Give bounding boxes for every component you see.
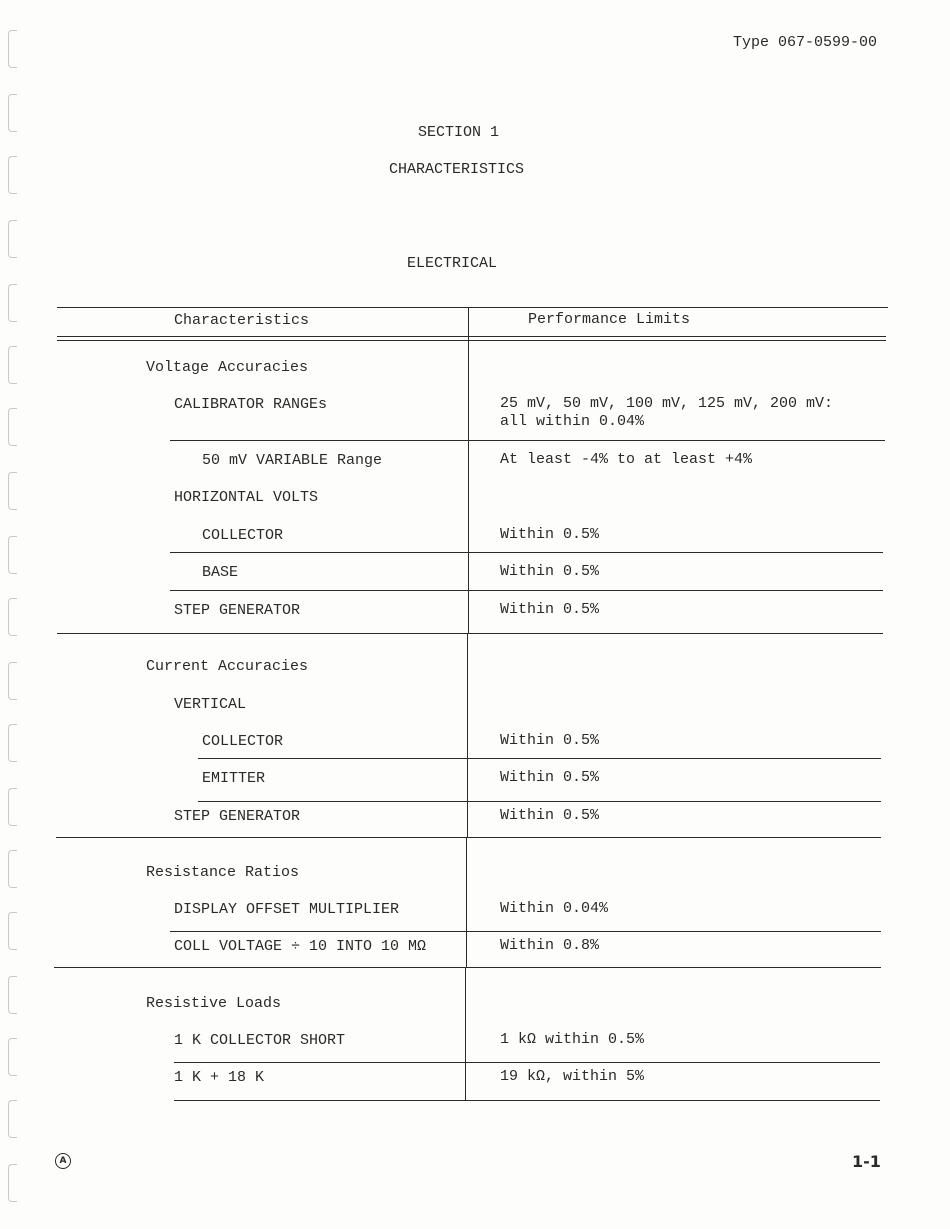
binder-mark [8, 220, 17, 258]
column-header-performance-limits: Performance Limits [528, 311, 691, 328]
row-value: Within 0.5% [500, 732, 600, 749]
page-number: 1-1 [852, 1152, 881, 1171]
subsection-title: ELECTRICAL [407, 255, 498, 272]
row-value: Within 0.5% [500, 563, 600, 580]
row-value: Within 0.5% [500, 601, 600, 618]
tektronix-logo: A [55, 1153, 71, 1169]
row-value: all within 0.04% [500, 413, 645, 430]
row-value: At least -4% to at least +4% [500, 451, 753, 468]
binder-mark [8, 662, 17, 700]
binder-mark [8, 976, 17, 1014]
header-rule [57, 336, 886, 337]
row-label: HORIZONTAL VOLTS [174, 489, 319, 506]
row-value: 19 kΩ, within 5% [500, 1068, 645, 1085]
group-heading-resistance: Resistance Ratios [146, 864, 300, 881]
binder-mark [8, 472, 17, 510]
row-rule [170, 440, 885, 441]
row-label: STEP GENERATOR [174, 808, 301, 825]
row-label: 1 K + 18 K [174, 1069, 265, 1086]
row-value: Within 0.5% [500, 769, 600, 786]
header-rule [57, 340, 886, 341]
row-value: Within 0.5% [500, 526, 600, 543]
row-label: 50 mV VARIABLE Range [202, 452, 383, 469]
group-heading-loads: Resistive Loads [146, 995, 282, 1012]
row-rule [174, 1062, 880, 1063]
row-label: STEP GENERATOR [174, 602, 301, 619]
row-label: DISPLAY OFFSET MULTIPLIER [174, 901, 400, 918]
binder-mark [8, 536, 17, 574]
column-divider [468, 308, 469, 634]
binder-mark [8, 1100, 17, 1138]
column-header-characteristics: Characteristics [174, 312, 310, 329]
row-value: Within 0.5% [500, 807, 600, 824]
row-rule [198, 758, 881, 759]
row-label: BASE [202, 564, 239, 581]
section-title: CHARACTERISTICS [389, 161, 525, 178]
row-label: EMITTER [202, 770, 266, 787]
group-rule [56, 837, 881, 838]
group-rule [57, 633, 883, 634]
binder-mark [8, 1038, 17, 1076]
column-divider [467, 634, 468, 838]
binder-mark [8, 156, 17, 194]
binder-mark [8, 408, 17, 446]
table-bottom-rule [174, 1100, 880, 1101]
row-value: 1 kΩ within 0.5% [500, 1031, 645, 1048]
row-value: 25 mV, 50 mV, 100 mV, 125 mV, 200 mV: [500, 395, 834, 412]
row-label: COLLECTOR [202, 527, 284, 544]
binder-mark [8, 346, 17, 384]
document-type: Type 067-0599-00 [733, 34, 878, 51]
row-label: COLL VOLTAGE ÷ 10 INTO 10 MΩ [174, 938, 427, 955]
row-rule [170, 552, 883, 553]
row-label: VERTICAL [174, 696, 247, 713]
row-rule [170, 590, 883, 591]
binder-mark [8, 912, 17, 950]
row-label: COLLECTOR [202, 733, 284, 750]
binder-mark [8, 1164, 17, 1202]
row-rule [170, 931, 881, 932]
row-label: CALIBRATOR RANGEs [174, 396, 328, 413]
binder-mark [8, 94, 17, 132]
binder-mark [8, 30, 17, 68]
binder-mark [8, 788, 17, 826]
group-heading-current: Current Accuracies [146, 658, 309, 675]
binder-mark [8, 724, 17, 762]
section-number: SECTION 1 [418, 124, 500, 141]
group-heading-voltage: Voltage Accuracies [146, 359, 309, 376]
table-top-rule [57, 307, 888, 308]
row-label: 1 K COLLECTOR SHORT [174, 1032, 346, 1049]
binder-mark [8, 284, 17, 322]
column-divider [465, 968, 466, 1101]
binder-mark [8, 850, 17, 888]
row-rule [198, 801, 881, 802]
group-rule [54, 967, 881, 968]
column-divider [466, 838, 467, 968]
row-value: Within 0.8% [500, 937, 600, 954]
binder-mark [8, 598, 17, 636]
row-value: Within 0.04% [500, 900, 609, 917]
